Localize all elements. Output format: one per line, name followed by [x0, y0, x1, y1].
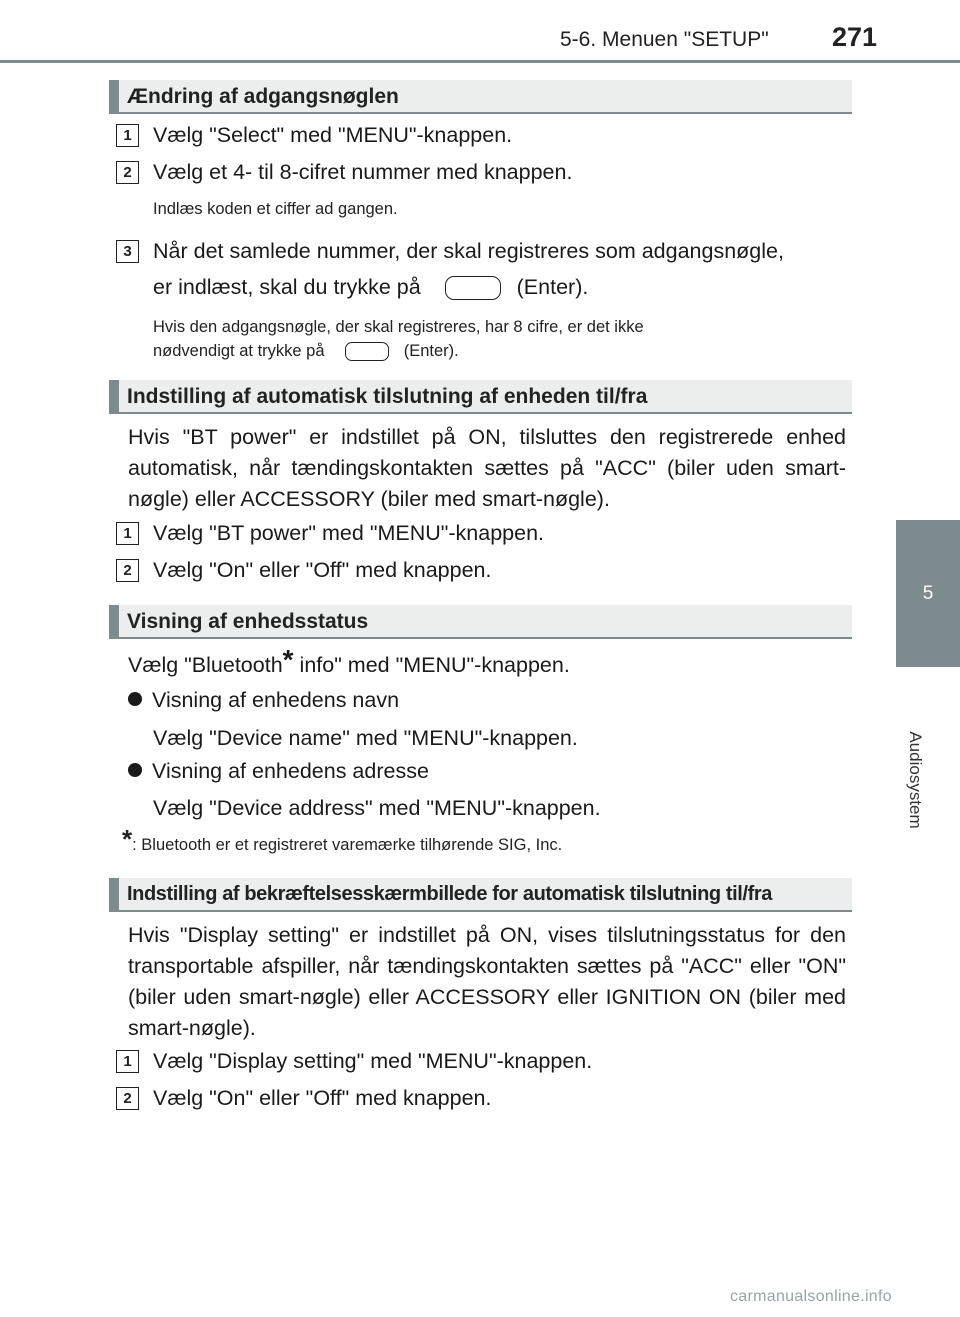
chapter-tab	[896, 520, 960, 667]
step-text: Vælg "Select" med "MENU"-knappen.	[153, 123, 513, 147]
bullet-text: Vælg "Device address" med "MENU"-knappen.	[153, 796, 601, 820]
step-text: Vælg "Display setting" med "MENU"-knappen.	[153, 1049, 593, 1073]
step-badge: 1	[116, 522, 139, 545]
step-note-line2: nødvendigt at trykke på (Enter).	[153, 342, 459, 360]
chapter-number: 5	[922, 582, 934, 604]
section-header-passkey: Ændring af adgangsnøglen	[109, 80, 852, 114]
bullet-item: Visning af enhedens adresse	[128, 756, 429, 787]
chapter-label: Audiosystem	[906, 731, 925, 829]
enter-button-icon	[445, 276, 501, 300]
step-badge: 3	[116, 240, 139, 263]
step-text-line2: er indlæst, skal du trykke på (Enter).	[153, 275, 589, 299]
footer-watermark: carmanualsonline.info	[730, 1288, 892, 1305]
bullet-icon	[128, 763, 142, 777]
step-badge: 2	[116, 161, 139, 184]
section-header-auto-connect: Indstilling af automatisk tilslutning af enheden til/fra	[109, 380, 852, 414]
step-note: Indlæs koden et ciffer ad gangen.	[153, 200, 398, 218]
step-badge: 2	[116, 559, 139, 582]
section-intro: Hvis "Display setting" er indstillet på ON, vises tilslutningsstatus for den transportable afspiller, når tændingskontakten sættes på "ACC" eller "ON" (biler uden smart-nøgle) eller ACCESSORY eller IGNITION ON (biler med smart-nøgle).	[128, 923, 846, 1040]
step-text: Vælg "On" eller "Off" med knappen.	[153, 1086, 492, 1110]
step-text: Vælg "On" eller "Off" med knappen.	[153, 558, 492, 582]
footnote: *: Bluetooth er et registreret varemærke tilhørende SIG, Inc.	[122, 823, 563, 854]
bullet-text: Vælg "Device name" med "MENU"-knappen.	[153, 726, 578, 750]
step-text: Vælg et 4- til 8-cifret nummer med knappen.	[153, 160, 573, 184]
page-number: 271	[832, 22, 878, 52]
step-badge: 1	[116, 124, 139, 147]
bullet-icon	[128, 692, 142, 706]
step-badge: 2	[116, 1087, 139, 1110]
header-rule	[0, 60, 960, 63]
enter-button-icon	[345, 342, 389, 361]
section-header-device-status: Visning af enhedsstatus	[109, 605, 852, 639]
section-header-confirmation-screen: Indstilling af bekræftelsesskærmbillede for automatisk tilslutning til/fra	[109, 878, 852, 912]
step-text: Vælg "BT power" med "MENU"-knappen.	[153, 521, 545, 545]
bullet-item: Visning af enhedens navn	[128, 685, 399, 716]
section-intro: Hvis "BT power" er indstillet på ON, tilsluttes den registrerede enhed automatisk, når tændingskontakten sættes på "ACC" (biler uden smart-nøgle) eller ACCESSORY (biler med smart-nøgle).	[128, 425, 846, 511]
step-text: Når det samlede nummer, der skal registreres som adgangsnøgle,	[153, 239, 784, 263]
step-note: Hvis den adgangsnøgle, der skal registreres, har 8 cifre, er det ikke	[153, 318, 644, 336]
running-header-section: 5-6. Menuen "SETUP"	[560, 28, 769, 51]
step-badge: 1	[116, 1050, 139, 1073]
section-intro: Vælg "Bluetooth* info" med "MENU"-knappen.	[128, 643, 570, 677]
